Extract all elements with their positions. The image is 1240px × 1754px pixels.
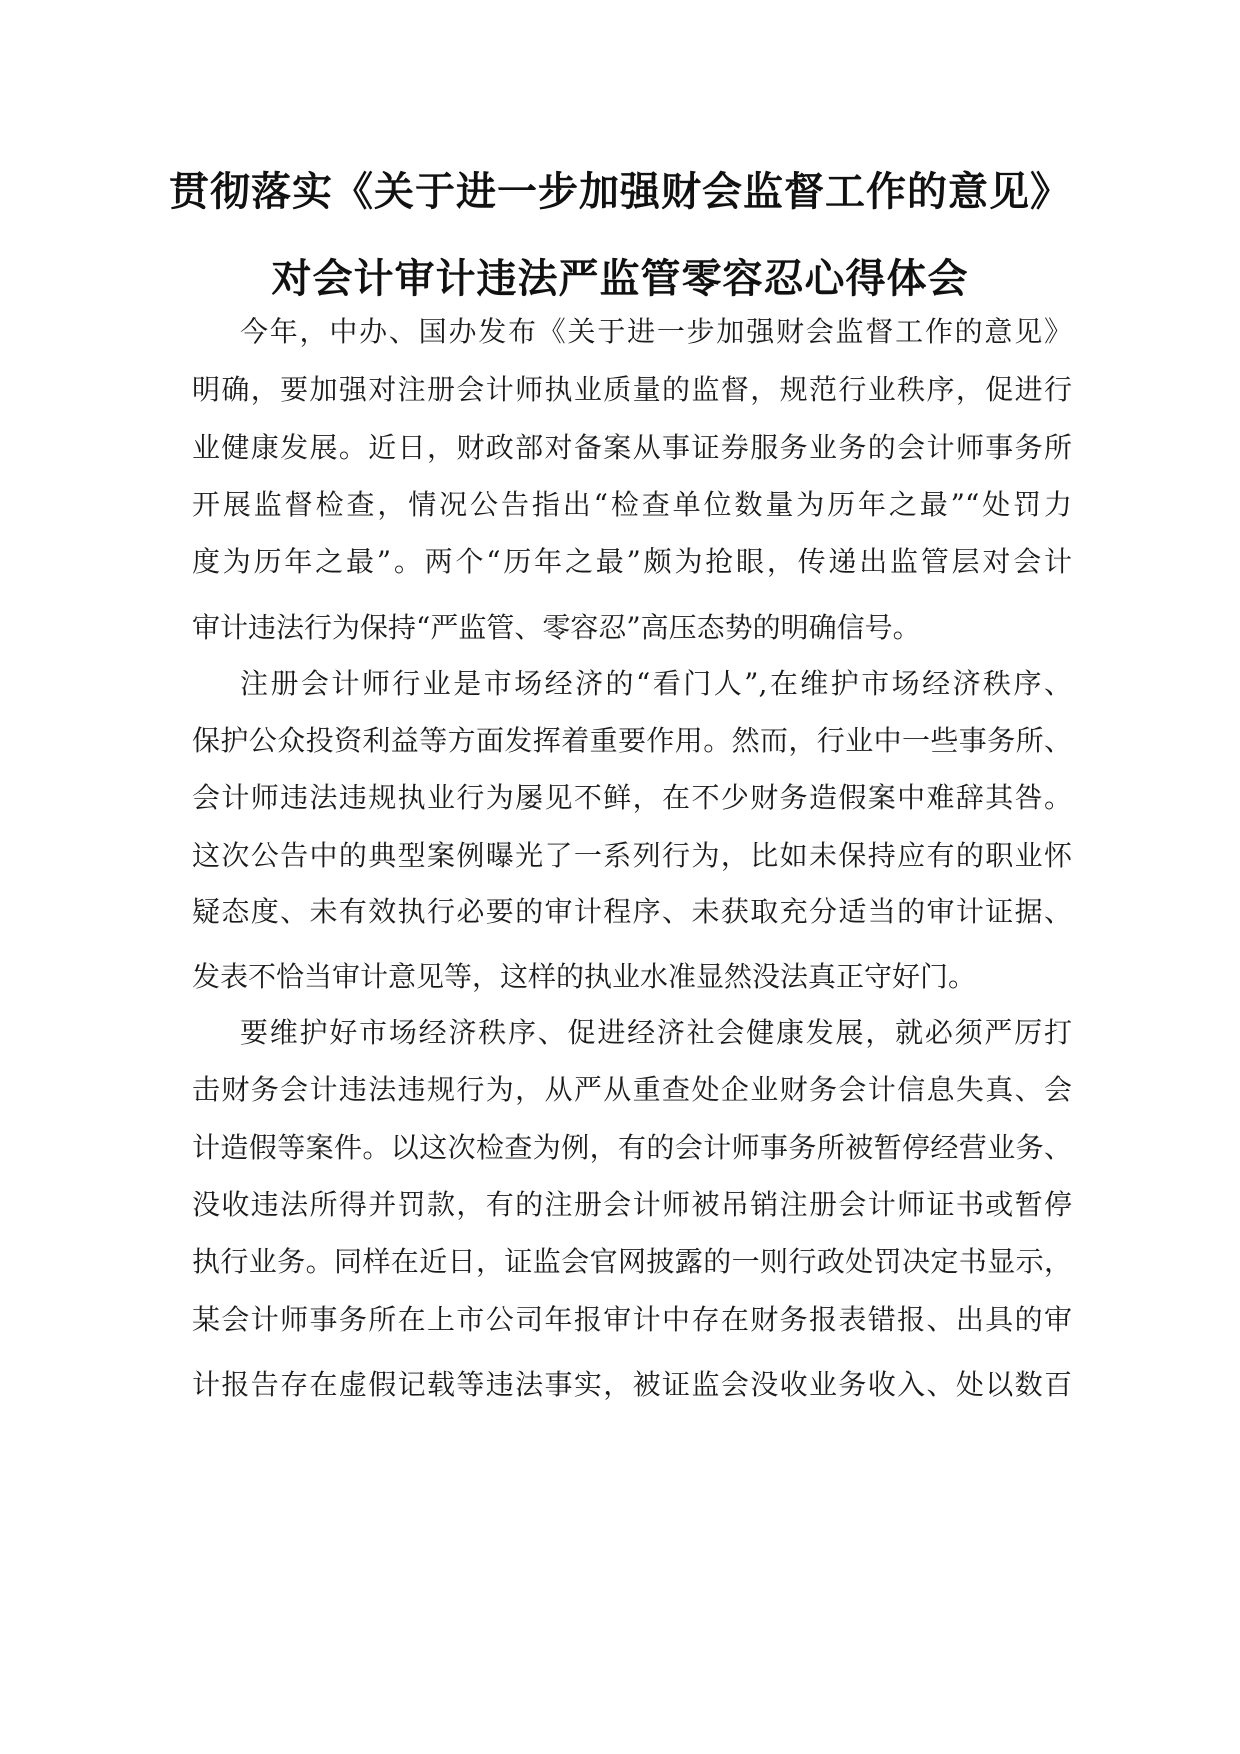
paragraph-1-line-4: 开展监督检查，情况公告指出“检查单位数量为历年之最”“处罚力 [192,488,1072,521]
paragraph-3-line-1: 要维护好市场经济秩序、促进经济社会健康发展，就必须严厉打 [240,1016,1072,1049]
paragraph-3-line-7: 计报告存在虚假记载等违法事实，被证监会没收业务收入、处以数百 [192,1368,1072,1401]
paragraph-2-line-1: 注册会计师行业是市场经济的“看门人”,在维护市场经济秩序、 [240,667,1072,700]
paragraph-3-line-5: 执行业务。同样在近日，证监会官网披露的一则行政处罚决定书显示， [192,1245,1072,1278]
document-title-line-1: 贯彻落实《关于进一步加强财会监督工作的意见》 [169,169,1071,215]
paragraph-2-line-6: 发表不恰当审计意见等，这样的执业水准显然没法真正守好门。 [192,960,977,993]
document-title-line-2: 对会计审计违法严监管零容忍心得体会 [271,256,969,302]
paragraph-2-line-4: 这次公告中的典型案例曝光了一系列行为，比如未保持应有的职业怀 [192,839,1072,872]
paragraph-1-line-5: 度为历年之最”。两个“历年之最”颇为抢眼，传递出监管层对会计 [192,545,1072,578]
paragraph-1-line-2: 明确，要加强对注册会计师执业质量的监督，规范行业秩序，促进行 [192,373,1072,406]
paragraph-2-line-2: 保护公众投资利益等方面发挥着重要作用。然而，行业中一些事务所、 [192,724,1072,757]
paragraph-3-line-6: 某会计师事务所在上市公司年报审计中存在财务报表错报、出具的审 [192,1303,1072,1336]
paragraph-3-line-3: 计造假等案件。以这次检查为例，有的会计师事务所被暂停经营业务、 [192,1131,1072,1164]
paragraph-2-line-5: 疑态度、未有效执行必要的审计程序、未获取充分适当的审计证据、 [192,895,1072,928]
paragraph-1-line-6: 审计违法行为保持“严监管、零容忍”高压态势的明确信号。 [192,611,921,644]
paragraph-3-line-4: 没收违法所得并罚款，有的注册会计师被吊销注册会计师证书或暂停 [192,1188,1072,1221]
paragraph-1-line-3: 业健康发展。近日，财政部对备案从事证券服务业务的会计师事务所 [192,431,1072,464]
paragraph-1-line-1: 今年，中办、国办发布《关于进一步加强财会监督工作的意见》 [240,315,1072,348]
paragraph-3-line-2: 击财务会计违法违规行为，从严从重查处企业财务会计信息失真、会 [192,1073,1072,1106]
paragraph-2-line-3: 会计师违法违规执业行为屡见不鲜，在不少财务造假案中难辞其咎。 [192,781,1072,814]
